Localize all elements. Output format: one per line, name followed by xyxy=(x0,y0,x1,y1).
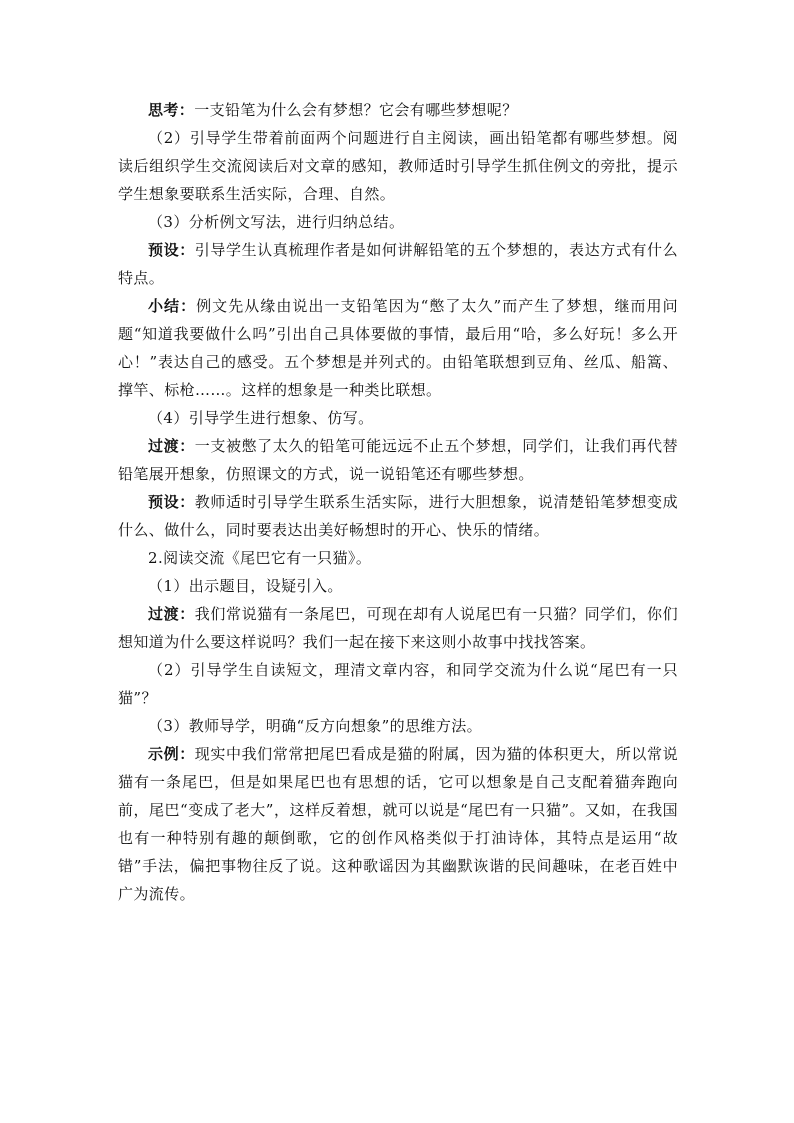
paragraph-text: 教师适时引导学生联系生活实际，进行大胆想象，说清楚铅笔梦想变成什么、做什么，同时要表达出美好畅想时的开心、快乐的情绪。 xyxy=(118,493,678,539)
paragraph-sub-1 xyxy=(118,572,678,600)
paragraph-label: 小结： xyxy=(148,297,197,315)
paragraph-text: 例文先从缘由说出一支铅笔因为“憋了太久”而产生了梦想，继而用问题“知道我要做什么吗”引出自己具体要做的事情，最后用“哈，多么好玩！多么开心！”表达自己的感受。五个梦想是并列式的。由铅笔联想到豆角、丝瓜、船篙、撑竿、标枪……。这样的想象是一种类比联想。 xyxy=(118,297,678,399)
paragraph-text: （2）引导学生自读短文，理清文章内容，和同学交流为什么说“尾巴有一只猫”？ xyxy=(118,661,678,707)
paragraph-text: （3）分析例文写法，进行归纳总结。 xyxy=(148,213,405,231)
paragraph-preset-1 xyxy=(118,236,678,292)
paragraph-text: 现实中我们常常把尾巴看成是猫的附属，因为猫的体积更大，所以常说猫有一条尾巴，但是如果尾巴也有思想的话，它可以想象是自己支配着猫奔跑向前，尾巴“变成了老大”，这样反着想，就可以说是“尾巴有一只猫”。又如，在我国也有一种特别有趣的颠倒歌，它的创作风格类似于打油诗体，其特点是运用“故错”手法，偏把事物往反了说。这种歌谣因为其幽默诙谐的民间趣味，在老百姓中广为流传。 xyxy=(118,745,678,903)
paragraph-text: 一支被憋了太久的铅笔可能远远不止五个梦想，同学们，让我们再代替铅笔展开想象，仿照课文的方式，说一说铅笔还有哪些梦想。 xyxy=(118,437,678,483)
document-page xyxy=(118,96,678,908)
paragraph-sub-2 xyxy=(118,656,678,712)
paragraph-label: 预设： xyxy=(148,241,195,259)
paragraph-step-2 xyxy=(118,124,678,208)
paragraph-text: （1）出示题目，设疑引入。 xyxy=(148,577,343,595)
paragraph-transition-2 xyxy=(118,600,678,656)
paragraph-sub-3 xyxy=(118,712,678,740)
paragraph-summary xyxy=(118,292,678,404)
paragraph-text: （4）引导学生进行想象、仿写。 xyxy=(148,409,374,427)
paragraph-section-2 xyxy=(118,544,678,572)
paragraph-text: （3）教师导学，明确“反方向想象”的思维方法。 xyxy=(148,717,483,735)
paragraph-text: （2）引导学生带着前面两个问题进行自主阅读，画出铅笔都有哪些梦想。阅读后组织学生交流阅读后对文章的感知，教师适时引导学生抓住例文的旁批，提示学生想象要联系生活实际，合理、自然。 xyxy=(118,129,678,203)
paragraph-label: 过渡： xyxy=(148,605,195,623)
paragraph-label: 预设： xyxy=(148,493,195,511)
paragraph-label: 过渡： xyxy=(148,437,195,455)
paragraph-text: 我们常说猫有一条尾巴，可现在却有人说尾巴有一只猫？同学们，你们想知道为什么要这样说吗？我们一起在接下来这则小故事中找找答案。 xyxy=(118,605,678,651)
paragraph-thinking xyxy=(118,96,678,124)
paragraph-preset-2 xyxy=(118,488,678,544)
paragraph-label: 示例： xyxy=(148,745,195,763)
paragraph-example xyxy=(118,740,678,908)
paragraph-text: 一支铅笔为什么会有梦想？它会有哪些梦想呢？ xyxy=(194,101,518,119)
paragraph-text: 2.阅读交流《尾巴它有一只猫》。 xyxy=(148,549,372,567)
paragraph-step-3 xyxy=(118,208,678,236)
paragraph-step-4 xyxy=(118,404,678,432)
paragraph-text: 引导学生认真梳理作者是如何讲解铅笔的五个梦想的，表达方式有什么特点。 xyxy=(118,241,678,287)
paragraph-transition-1 xyxy=(118,432,678,488)
paragraph-label: 思考： xyxy=(148,101,195,119)
